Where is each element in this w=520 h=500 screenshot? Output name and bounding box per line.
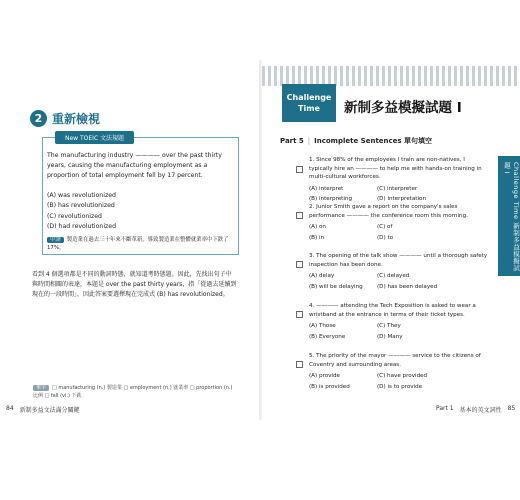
right-footer xyxy=(436,405,515,414)
page-title: 新制多益模擬試題 I xyxy=(344,100,462,116)
option: (C) of xyxy=(377,224,393,231)
side-tab-text: Challenge Time 新制多益模擬試題 I xyxy=(503,162,520,272)
footer-part: Part 1 xyxy=(436,405,454,412)
question-number: 3. xyxy=(309,253,315,259)
answer-checkbox[interactable] xyxy=(296,166,303,173)
option: (A) on xyxy=(309,224,326,231)
right-page xyxy=(262,0,520,500)
right-page-number: 85 xyxy=(507,405,516,412)
question-text: Since 98% of the employees I train are non-natives, I typically hire an ———— to help me with hands-on training in multi-cultural workforces. xyxy=(309,157,482,181)
question-text: The priority of the mayor ———— service to the citizens of Coventry and surrounding areas. xyxy=(309,353,481,368)
option: (D) interpretation xyxy=(377,196,426,203)
question-text: Junior Smith gave a report on the company's sales performance ———— the conference room this morning. xyxy=(309,204,468,219)
explanation-paragraph: 看到 4 個選項都是不同的動詞時態，就知道考時態題。因此，先找出句子中與時間相關的表達，本題是 over the past thirty years，指「從過去延續到現在的一段時間」，因此答案要選擇現在完成式 (B) has revolutionized。 xyxy=(32,271,237,298)
part-label: Part 5 xyxy=(280,137,304,145)
part-heading: Part 5 | Incomplete Sentences 單句填空 xyxy=(280,137,433,145)
question-tab: New TOEIC 文法規題 xyxy=(55,131,134,144)
section-heading xyxy=(30,110,100,127)
option-c: (C) revolutionized xyxy=(47,212,102,220)
question-options xyxy=(297,223,489,242)
part-title: Incomplete Sentences 單句填空 xyxy=(314,137,433,145)
answer-checkbox[interactable] xyxy=(296,311,303,318)
option: (D) has been delayed xyxy=(377,283,438,290)
option: (A) interpret xyxy=(309,185,344,192)
section-title: 重新檢視 xyxy=(52,112,101,126)
question-item xyxy=(297,156,489,204)
question-options xyxy=(297,322,489,341)
answer-checkbox[interactable] xyxy=(296,361,303,368)
question-item xyxy=(297,203,489,242)
option: (C) have provided xyxy=(377,373,428,380)
left-page-number: 84 xyxy=(6,405,14,412)
question-item xyxy=(297,252,489,291)
question-text: The manufacturing industry ———— over the past thirty years, causing the manufacturing employment as a proportion of total employment fell by 17 percent. xyxy=(47,152,222,179)
question-item xyxy=(297,352,489,391)
option: (B) will be delaying xyxy=(309,283,363,290)
question-options xyxy=(297,272,489,291)
question-number: 4. xyxy=(309,303,315,309)
vocab-tag: 單字 xyxy=(33,385,49,391)
left-book-title: 新制多益文法滿分關鍵 xyxy=(19,407,80,414)
option: (A) Those xyxy=(309,323,336,330)
option: (B) in xyxy=(309,234,325,241)
question-box xyxy=(42,137,239,255)
option: (D) Many xyxy=(377,333,403,340)
option: (B) interpreting xyxy=(309,196,353,203)
option-a: (A) was revolutionized xyxy=(47,192,116,199)
question-options xyxy=(297,372,489,391)
option: (C) interpreter xyxy=(377,185,418,192)
option: (B) Everyone xyxy=(309,333,346,340)
question-text: ———— attending the Tech Exposition is asked to wear a wristband at the entrance in terms of their ticket types. xyxy=(309,303,476,318)
left-page xyxy=(0,0,259,500)
option: (D) is to provide xyxy=(377,383,423,390)
option: (C) They xyxy=(377,323,401,330)
hint-text: 製造業在過去三十年來不斷革新，導致製造業在整體就業率中下跌了 17%。 xyxy=(47,237,229,251)
vocabulary-note xyxy=(33,384,233,400)
translation-hint xyxy=(47,236,237,252)
question-options xyxy=(47,191,116,233)
question-options xyxy=(297,185,489,204)
answer-checkbox[interactable] xyxy=(296,212,303,219)
vocab-text: □ manufacturing (n.) 製造業 □ employment (n.) 就業率 □ proportion (n.) 比例 □ fall (vi.) 下跌 xyxy=(33,385,233,399)
option-d: (D) had revolutionized xyxy=(47,223,117,231)
question-item xyxy=(297,302,489,341)
option: (A) delay xyxy=(309,273,335,280)
answer-checkbox[interactable] xyxy=(296,261,303,268)
question-number: 1. xyxy=(309,157,315,163)
option: (C) delayed xyxy=(377,273,410,280)
question-number: 2. xyxy=(309,204,315,210)
hint-tag: 中譯 xyxy=(47,237,64,243)
option-b: (B) has revolutionized xyxy=(47,202,115,210)
option: (B) is provided xyxy=(309,383,350,390)
section-number: 2 xyxy=(30,110,47,127)
left-footer xyxy=(6,405,80,414)
question-text: The opening of the talk show ———— until a thorough safety inspection has been done. xyxy=(309,253,488,268)
question-number: 5. xyxy=(309,353,315,359)
challenge-time-badge: Challenge Time xyxy=(282,84,336,122)
option: (D) to xyxy=(377,234,394,241)
footer-title: 基本的英文詞性 xyxy=(459,407,502,414)
side-tab xyxy=(498,156,520,276)
option: (A) provide xyxy=(309,373,340,380)
